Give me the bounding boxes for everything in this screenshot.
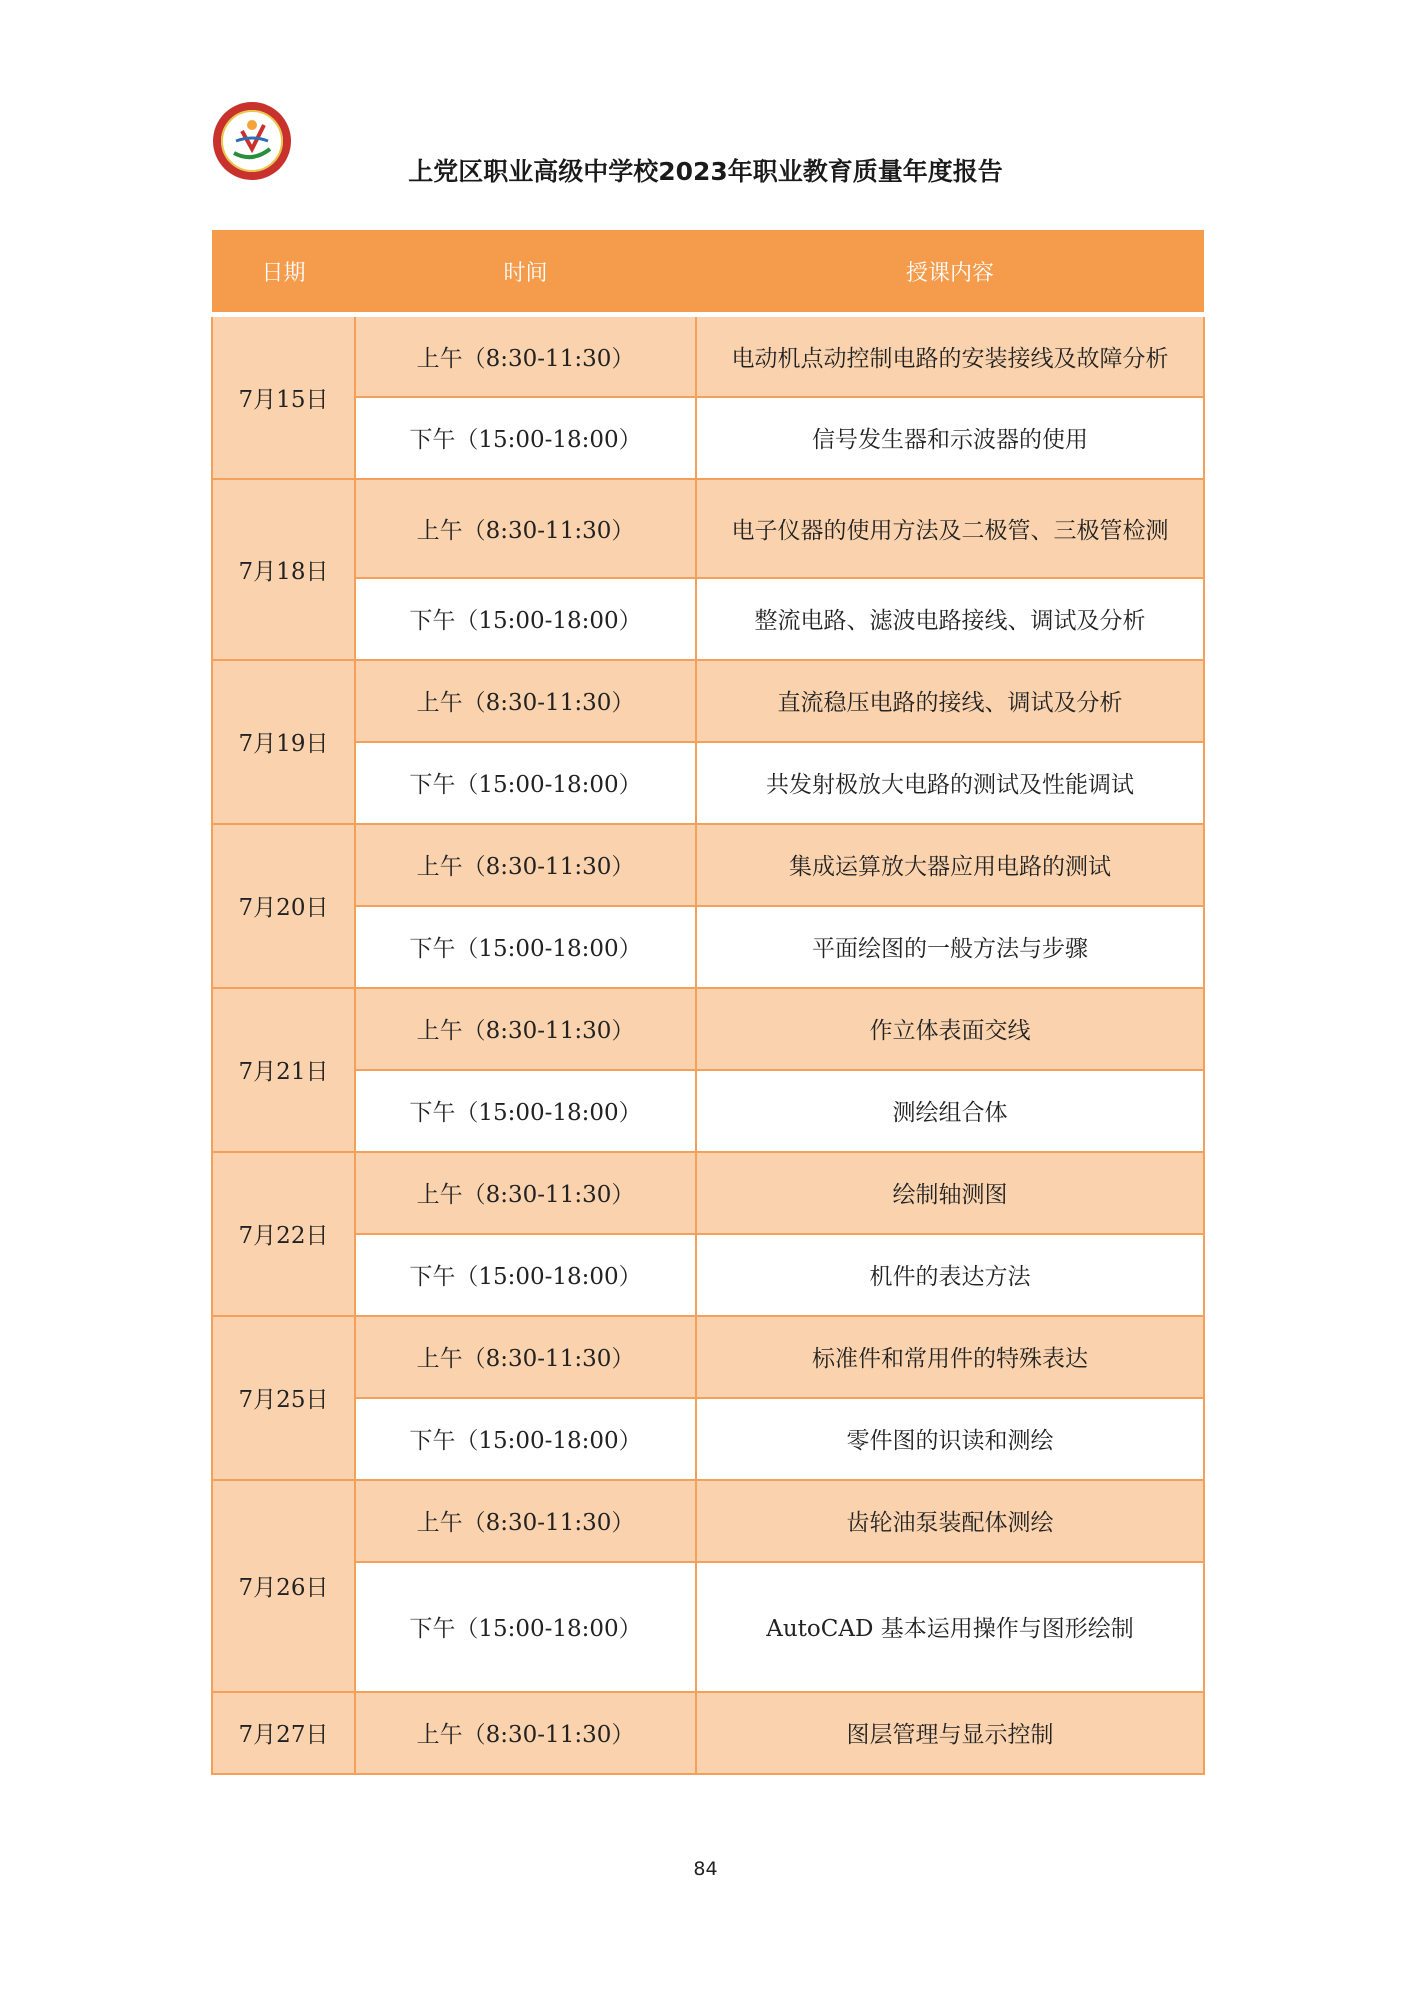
time-cell: 下午（15:00-18:00） bbox=[355, 742, 696, 824]
table-row bbox=[212, 1398, 1204, 1480]
table-row bbox=[212, 1562, 1204, 1692]
table-row bbox=[212, 906, 1204, 988]
time-cell: 下午（15:00-18:00） bbox=[355, 1562, 696, 1692]
content-cell: 直流稳压电路的接线、调试及分析 bbox=[696, 660, 1204, 742]
time-cell: 下午（15:00-18:00） bbox=[355, 397, 696, 479]
date-cell: 7月22日 bbox=[212, 1152, 355, 1316]
content-cell: 绘制轴测图 bbox=[696, 1152, 1204, 1234]
date-cell: 7月18日 bbox=[212, 479, 355, 660]
date-cell: 7月21日 bbox=[212, 988, 355, 1152]
table-row bbox=[212, 1316, 1204, 1398]
table-header-row bbox=[212, 230, 1204, 315]
table-row bbox=[212, 988, 1204, 1070]
content-cell: 机件的表达方法 bbox=[696, 1234, 1204, 1316]
content-cell: 作立体表面交线 bbox=[696, 988, 1204, 1070]
time-cell: 上午（8:30-11:30） bbox=[355, 1480, 696, 1562]
content-cell: 集成运算放大器应用电路的测试 bbox=[696, 824, 1204, 906]
date-cell: 7月15日 bbox=[212, 315, 355, 479]
content-cell: 标准件和常用件的特殊表达 bbox=[696, 1316, 1204, 1398]
time-cell: 下午（15:00-18:00） bbox=[355, 1070, 696, 1152]
table-row bbox=[212, 578, 1204, 660]
header-content: 授课内容 bbox=[696, 230, 1204, 315]
table-row bbox=[212, 1152, 1204, 1234]
header-time: 时间 bbox=[355, 230, 696, 315]
content-cell: 共发射极放大电路的测试及性能调试 bbox=[696, 742, 1204, 824]
date-cell: 7月25日 bbox=[212, 1316, 355, 1480]
page-number: 84 bbox=[693, 1858, 718, 1880]
table-row bbox=[212, 1070, 1204, 1152]
header-date: 日期 bbox=[212, 230, 355, 315]
time-cell: 下午（15:00-18:00） bbox=[355, 1398, 696, 1480]
date-cell: 7月27日 bbox=[212, 1692, 355, 1774]
schedule-table bbox=[211, 230, 1205, 1775]
time-cell: 上午（8:30-11:30） bbox=[355, 1316, 696, 1398]
content-cell: 测绘组合体 bbox=[696, 1070, 1204, 1152]
content-cell: 齿轮油泵装配体测绘 bbox=[696, 1480, 1204, 1562]
content-cell: 图层管理与显示控制 bbox=[696, 1692, 1204, 1774]
content-cell: 平面绘图的一般方法与步骤 bbox=[696, 906, 1204, 988]
time-cell: 下午（15:00-18:00） bbox=[355, 578, 696, 660]
table-row bbox=[212, 660, 1204, 742]
content-cell: 整流电路、滤波电路接线、调试及分析 bbox=[696, 578, 1204, 660]
time-cell: 上午（8:30-11:30） bbox=[355, 1692, 696, 1774]
time-cell: 上午（8:30-11:30） bbox=[355, 824, 696, 906]
time-cell: 上午（8:30-11:30） bbox=[355, 315, 696, 397]
time-cell: 下午（15:00-18:00） bbox=[355, 906, 696, 988]
time-cell: 上午（8:30-11:30） bbox=[355, 479, 696, 578]
table-row bbox=[212, 1234, 1204, 1316]
content-cell: 零件图的识读和测绘 bbox=[696, 1398, 1204, 1480]
time-cell: 上午（8:30-11:30） bbox=[355, 988, 696, 1070]
table-row bbox=[212, 397, 1204, 479]
document-title: 上党区职业高级中学校2023年职业教育质量年度报告 bbox=[408, 157, 1003, 186]
date-cell: 7月19日 bbox=[212, 660, 355, 824]
table-row bbox=[212, 315, 1204, 397]
content-cell: AutoCAD 基本运用操作与图形绘制 bbox=[696, 1562, 1204, 1692]
content-cell: 电子仪器的使用方法及二极管、三极管检测 bbox=[696, 479, 1204, 578]
table-row bbox=[212, 1480, 1204, 1562]
table-row bbox=[212, 742, 1204, 824]
table-row bbox=[212, 479, 1204, 578]
time-cell: 下午（15:00-18:00） bbox=[355, 1234, 696, 1316]
content-cell: 电动机点动控制电路的安装接线及故障分析 bbox=[696, 315, 1204, 397]
date-cell: 7月26日 bbox=[212, 1480, 355, 1692]
time-cell: 上午（8:30-11:30） bbox=[355, 1152, 696, 1234]
content-cell: 信号发生器和示波器的使用 bbox=[696, 397, 1204, 479]
time-cell: 上午（8:30-11:30） bbox=[355, 660, 696, 742]
table-row bbox=[212, 1692, 1204, 1774]
date-cell: 7月20日 bbox=[212, 824, 355, 988]
table-row bbox=[212, 824, 1204, 906]
